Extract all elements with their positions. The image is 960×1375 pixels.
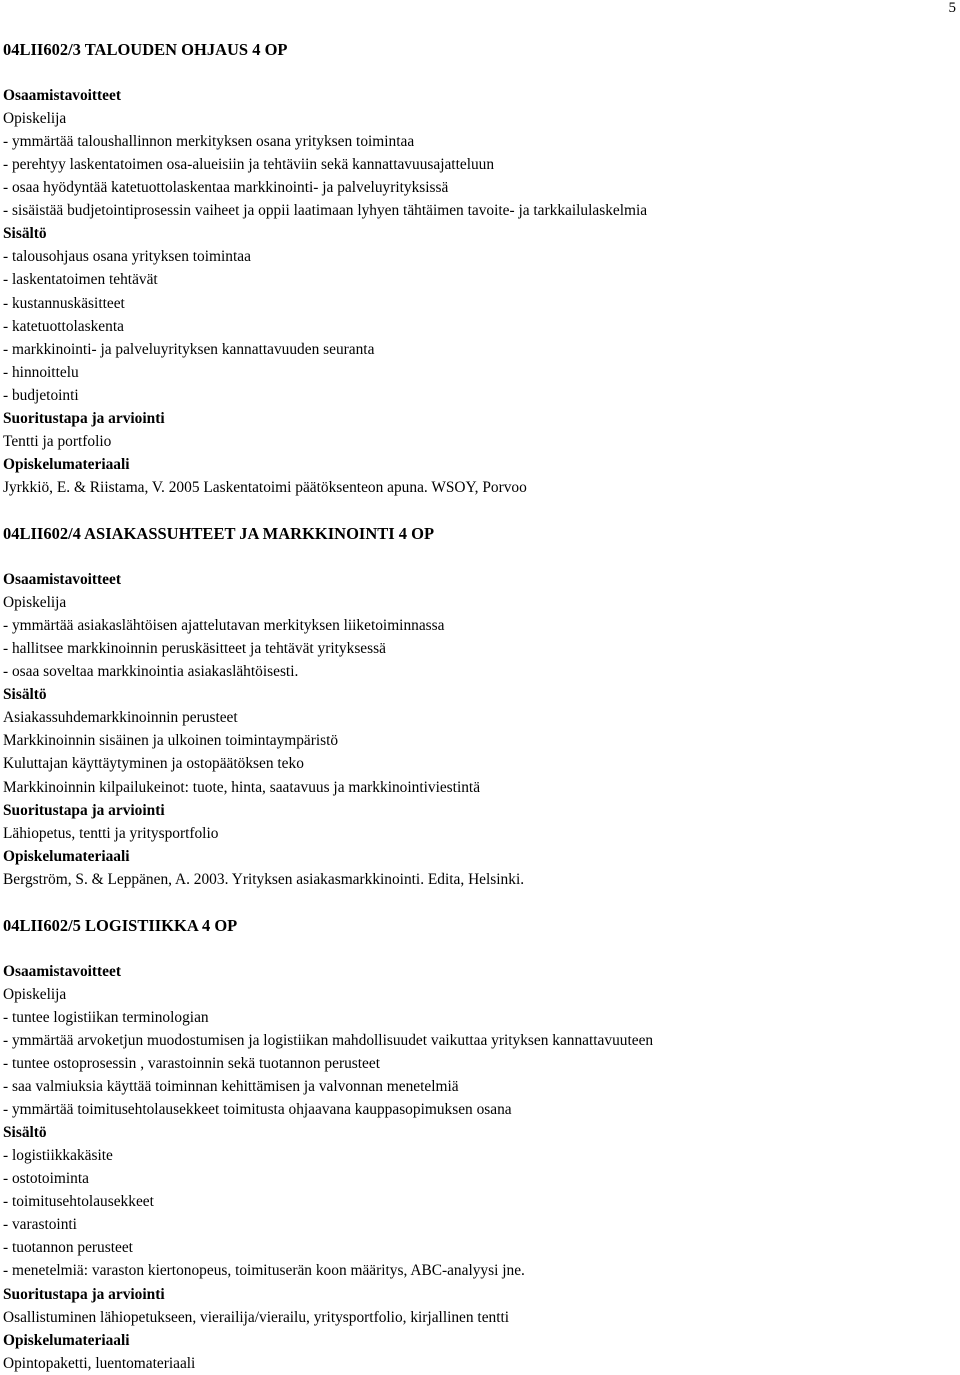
content-item: Markkinoinnin kilpailukeinot: tuote, hinta, saatavuus ja markkinointiviestintä [3,778,481,796]
student-label: Opiskelija [3,594,67,612]
content-item: Asiakassuhdemarkkinoinnin perusteet [3,709,238,727]
goal-item: - ymmärtää asiakaslähtöisen ajattelutavan merkityksen liiketoiminnassa [3,617,445,635]
course-title: 04LII602/3 TALOUDEN OHJAUS 4 OP [3,40,288,59]
content-item: - talousohjaus osana yrityksen toimintaa [3,248,251,266]
goals-heading: Osaamistavoitteet [3,571,121,589]
assessment-text: Osallistuminen lähiopetukseen, vierailija/vierailu, yritysportfolio, kirjallinen tentti [3,1308,510,1326]
spacer [3,937,953,960]
content-item: - hinnoittelu [3,363,79,381]
content-heading: Sisältö [3,225,47,243]
content-item: - budjetointi [3,386,79,404]
goal-item: - perehtyy laskentatoimen osa-alueisiin ja tehtäviin sekä kannattavuusajatteluun [3,156,495,174]
content-heading: Sisältö [3,686,47,704]
goals-heading: Osaamistavoitteet [3,87,121,105]
content-item: Markkinoinnin sisäinen ja ulkoinen toimintaympäristö [3,732,339,750]
goal-item: - osaa soveltaa markkinointia asiakaslähtöisesti. [3,663,299,681]
assessment-text: Lähiopetus, tentti ja yritysportfolio [3,824,219,842]
spacer [3,891,953,914]
goal-item: - hallitsee markkinoinnin peruskäsitteet ja tehtävät yrityksessä [3,640,386,658]
spacer [3,61,953,84]
document-body [3,38,953,1375]
assessment-heading: Suoritustapa ja arviointi [3,801,165,819]
spacer [3,499,953,522]
goal-item: - tuntee logistiikan terminologian [3,1008,209,1026]
goal-item: - ymmärtää taloushallinnon merkityksen osana yrityksen toimintaa [3,133,415,151]
content-heading: Sisältö [3,1124,47,1142]
assessment-heading: Suoritustapa ja arviointi [3,1285,165,1303]
materials-text: Jyrkkiö, E. & Riistama, V. 2005 Laskentatoimi päätöksenteon apuna. WSOY, Porvoo [3,478,527,496]
content-item: - menetelmiä: varaston kiertonopeus, toimituserän koon määritys, ABC-analyysi jne. [3,1262,525,1280]
goal-item: - ymmärtää toimitusehtolausekkeet toimitusta ohjaavana kauppasopimuksen osana [3,1101,512,1119]
goals-heading: Osaamistavoitteet [3,962,121,980]
course-section [3,38,953,522]
materials-heading: Opiskelumateriaali [3,455,130,473]
materials-heading: Opiskelumateriaali [3,847,130,865]
course-section [3,914,953,1375]
goal-item: - saa valmiuksia käyttää toiminnan kehittämisen ja valvonnan menetelmiä [3,1078,459,1096]
course-section [3,522,953,914]
content-item: - varastointi [3,1216,77,1234]
materials-text: Opintopaketti, luentomateriaali [3,1354,196,1372]
spacer [3,545,953,568]
goal-item: - osaa hyödyntää katetuottolaskentaa markkinointi- ja palveluyrityksissä [3,179,449,197]
content-item: - markkinointi- ja palveluyrityksen kannattavuuden seuranta [3,340,375,358]
content-item: - tuotannon perusteet [3,1239,133,1257]
course-title: 04LII602/4 ASIAKASSUHTEET JA MARKKINOINTI 4 OP [3,523,435,543]
content-item: - logistiikkakäsite [3,1147,113,1165]
content-item: Kuluttajan käyttäytyminen ja ostopäätöksen teko [3,755,304,773]
page-number: 5 [948,0,956,16]
content-item: - ostotoiminta [3,1170,89,1188]
materials-text: Bergström, S. & Leppänen, A. 2003. Yrityksen asiakasmarkkinointi. Edita, Helsinki. [3,870,525,888]
content-item: - laskentatoimen tehtävät [3,271,158,289]
goal-item: - ymmärtää arvoketjun muodostumisen ja logistiikan mahdollisuudet vaikuttaa yrityksen kannattavuuteen [3,1032,654,1050]
goal-item: - tuntee ostoprosessin , varastoinnin sekä tuotannon perusteet [3,1055,380,1073]
goal-item: - sisäistää budjetointiprosessin vaiheet ja oppii laatimaan lyhyen tähtäimen tavoite- ja tarkkailulaskelmia [3,202,648,220]
content-item: - toimitusehtolausekkeet [3,1193,154,1211]
assessment-heading: Suoritustapa ja arviointi [3,409,165,427]
assessment-text: Tentti ja portfolio [3,432,112,450]
student-label: Opiskelija [3,110,67,128]
course-title: 04LII602/5 LOGISTIIKKA 4 OP [3,915,238,935]
materials-heading: Opiskelumateriaali [3,1331,130,1349]
content-item: - katetuottolaskenta [3,317,124,335]
student-label: Opiskelija [3,985,67,1003]
content-item: - kustannuskäsitteet [3,294,125,312]
